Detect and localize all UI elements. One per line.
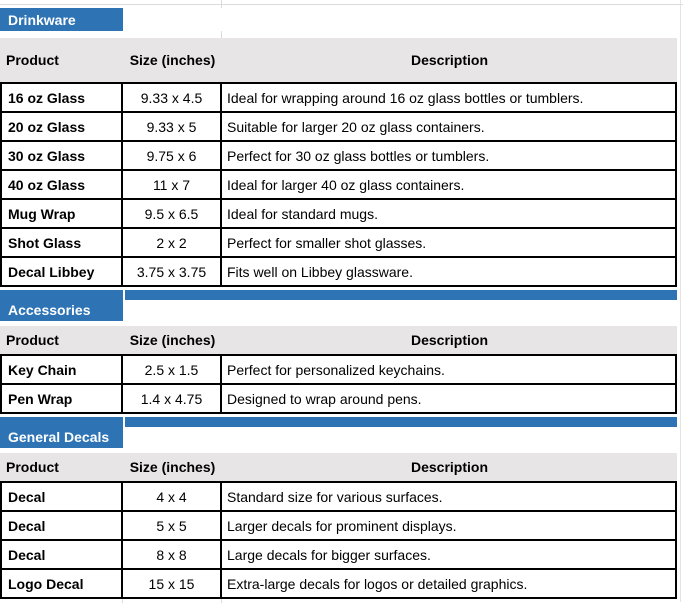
column-header-row bbox=[0, 326, 677, 354]
size-cell: 9.33 x 4.5 bbox=[123, 84, 222, 111]
description-cell: Ideal for wrapping around 16 oz glass bottles or tumblers. bbox=[227, 89, 584, 106]
section-divider-strip bbox=[125, 417, 677, 427]
description-cell: Ideal for standard mugs. bbox=[227, 205, 378, 222]
column-header-row bbox=[0, 38, 677, 82]
size-cell: 8 x 8 bbox=[123, 541, 222, 568]
table-row bbox=[0, 140, 677, 169]
table-row bbox=[0, 169, 677, 198]
column-header-row bbox=[0, 453, 677, 481]
gridline-vertical bbox=[122, 599, 123, 603]
section-drinkware bbox=[0, 8, 683, 287]
column-header-description: Description bbox=[410, 52, 488, 68]
description-cell: Standard size for various surfaces. bbox=[227, 488, 443, 505]
gridline-vertical bbox=[221, 31, 222, 38]
product-cell: 20 oz Glass bbox=[2, 113, 123, 140]
accessories-table bbox=[0, 354, 677, 414]
section-title: Drinkware bbox=[8, 11, 76, 28]
drinkware-table bbox=[0, 82, 677, 287]
product-cell: Pen Wrap bbox=[2, 385, 123, 412]
table-row bbox=[0, 256, 677, 287]
product-cell: Decal Libbey bbox=[2, 258, 123, 285]
section-divider-strip bbox=[125, 290, 677, 300]
general-decals-table bbox=[0, 481, 677, 599]
gridline-horizontal bbox=[0, 4, 683, 5]
product-cell: Decal bbox=[2, 512, 123, 539]
column-header-product: Product bbox=[6, 459, 59, 475]
description-cell: Perfect for 30 oz glass bottles or tumblers. bbox=[227, 147, 490, 164]
product-cell: Decal bbox=[2, 483, 123, 510]
product-cell: Decal bbox=[2, 541, 123, 568]
product-cell: Mug Wrap bbox=[2, 200, 123, 227]
description-cell: Larger decals for prominent displays. bbox=[227, 517, 457, 534]
product-cell: 30 oz Glass bbox=[2, 142, 123, 169]
description-cell: Large decals for bigger surfaces. bbox=[227, 546, 431, 563]
section-accessories bbox=[0, 290, 683, 414]
size-cell: 2.5 x 1.5 bbox=[123, 356, 222, 383]
description-cell: Designed to wrap around pens. bbox=[227, 390, 422, 407]
section-title: General Decals bbox=[8, 428, 110, 445]
column-header-product: Product bbox=[6, 332, 59, 348]
gridline-vertical bbox=[221, 599, 222, 603]
product-cell: Shot Glass bbox=[2, 229, 123, 256]
column-header-size: Size (inches) bbox=[129, 52, 216, 68]
size-cell: 2 x 2 bbox=[123, 229, 222, 256]
table-row bbox=[0, 354, 677, 383]
product-cell: 16 oz Glass bbox=[2, 84, 123, 111]
size-cell: 1.4 x 4.75 bbox=[123, 385, 222, 412]
description-cell: Fits well on Libbey glassware. bbox=[227, 263, 413, 280]
size-cell: 4 x 4 bbox=[123, 483, 222, 510]
description-cell: Perfect for smaller shot glasses. bbox=[227, 234, 427, 251]
column-header-description: Description bbox=[410, 459, 488, 475]
table-row bbox=[0, 82, 677, 111]
description-cell: Perfect for personalized keychains. bbox=[227, 361, 445, 378]
size-cell: 9.5 x 6.5 bbox=[123, 200, 222, 227]
table-row bbox=[0, 227, 677, 256]
table-row bbox=[0, 198, 677, 227]
section-title-bar bbox=[0, 290, 123, 321]
size-cell: 15 x 15 bbox=[123, 570, 222, 597]
table-row bbox=[0, 481, 677, 510]
product-cell: 40 oz Glass bbox=[2, 171, 123, 198]
product-cell: Logo Decal bbox=[2, 570, 123, 597]
column-header-product: Product bbox=[6, 52, 59, 68]
product-cell: Key Chain bbox=[2, 356, 123, 383]
top-margin bbox=[0, 0, 683, 8]
section-title-row bbox=[0, 290, 677, 321]
size-cell: 3.75 x 3.75 bbox=[123, 258, 222, 285]
gridline-vertical bbox=[221, 0, 222, 8]
column-header-size: Size (inches) bbox=[129, 459, 216, 475]
table-row bbox=[0, 383, 677, 414]
size-cell: 11 x 7 bbox=[123, 171, 222, 198]
table-row bbox=[0, 510, 677, 539]
section-title-bar bbox=[0, 8, 123, 31]
table-row bbox=[0, 568, 677, 599]
table-row bbox=[0, 539, 677, 568]
size-cell: 5 x 5 bbox=[123, 512, 222, 539]
description-cell: Extra-large decals for logos or detailed graphics. bbox=[227, 575, 528, 592]
column-header-description: Description bbox=[410, 332, 488, 348]
section-title-row bbox=[0, 8, 677, 31]
section-title-row bbox=[0, 417, 677, 448]
section-title: Accessories bbox=[8, 301, 91, 318]
description-cell: Ideal for larger 40 oz glass containers. bbox=[227, 176, 465, 193]
section-general-decals bbox=[0, 417, 683, 599]
column-header-size: Size (inches) bbox=[129, 332, 216, 348]
bottom-margin bbox=[0, 599, 683, 603]
gridline-right-edge bbox=[680, 0, 681, 602]
size-cell: 9.33 x 5 bbox=[123, 113, 222, 140]
table-row bbox=[0, 111, 677, 140]
description-cell: Suitable for larger 20 oz glass containers. bbox=[227, 118, 485, 135]
row-gap bbox=[0, 31, 683, 38]
size-cell: 9.75 x 6 bbox=[123, 142, 222, 169]
section-title-bar bbox=[0, 417, 123, 448]
